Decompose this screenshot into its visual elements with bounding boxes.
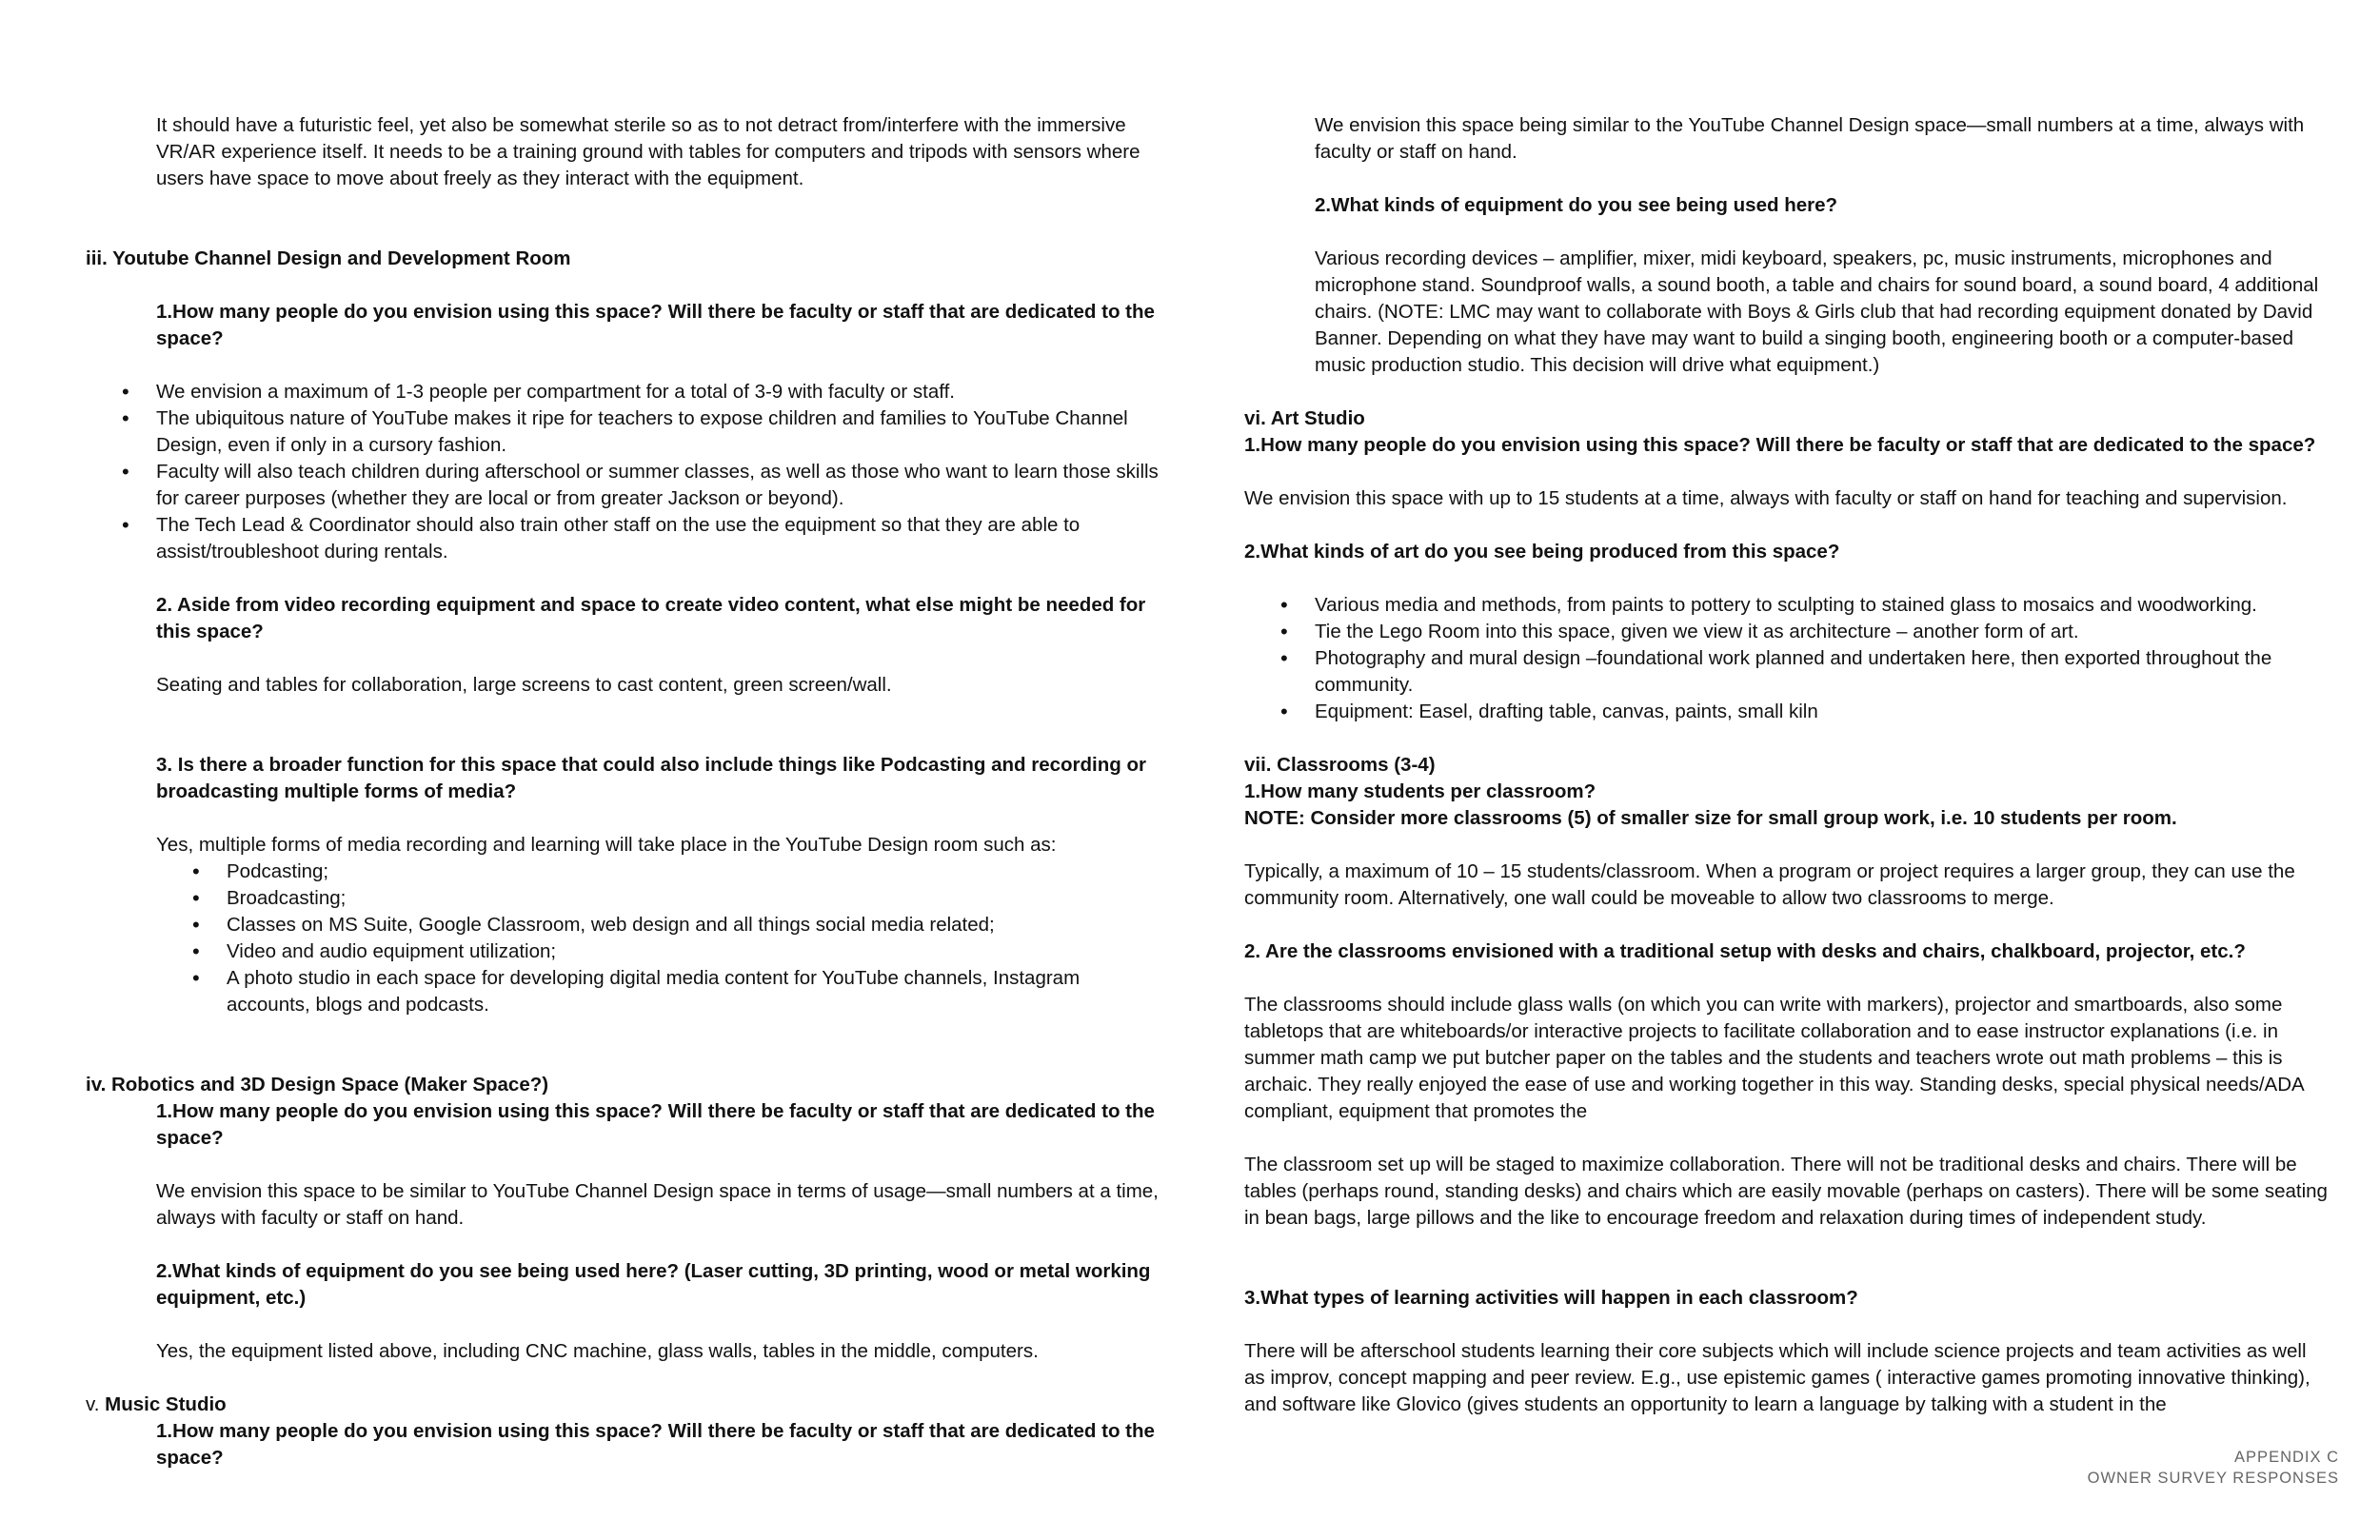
classrooms-note: NOTE: Consider more classrooms (5) of smaller size for small group work, i.e. 10 students per room.	[1244, 807, 2177, 829]
classrooms-answer-3: There will be afterschool students learning their core subjects which will include science projects and team activities as well as improv, concept mapping and peer review. E.g., use epistemic games ( interactive games promoting innovative thinking), and software like Glovico (gives students an opportunity to learn a language by talking with a student in the	[1244, 1340, 2311, 1415]
list-item: • Various media and methods, from paints to pottery to sculpting to stained glass to mosaics and woodworking.	[1315, 592, 2330, 619]
robotics-question-1: 1.How many people do you envision using this space? Will there be faculty or staff that are dedicated to the space?	[156, 1100, 1155, 1149]
list-item: • Video and audio equipment utilization;	[227, 938, 1161, 965]
art-answer-2-list	[1315, 592, 2330, 725]
youtube-answer-2: Seating and tables for collaboration, large screens to cast content, green screen/wall.	[156, 674, 892, 696]
classrooms-answer-2b: The classroom set up will be staged to maximize collaboration. There will not be traditional desks and chairs. There will be tables (perhaps round, standing desks) and chairs which are easily movable (perhaps on casters). There will be some seating in bean bags, large pillows and the like to encourage freedom and relaxation during times of independent study.	[1244, 1154, 2328, 1229]
art-question-2: 2.What kinds of art do you see being produced from this space?	[1244, 541, 1840, 563]
section-heading-classrooms: vii. Classrooms (3-4)	[1244, 754, 1436, 776]
page-footer	[2088, 1447, 2339, 1489]
classrooms-answer-2a: The classrooms should include glass walls (on which you can write with markers), projector and smartboards, also some tabletops that are whiteboards/or interactive projects to facilitate collaboration and to ease instructor explanations (i.e. in summer math camp we put butcher paper on the tables and the students and teachers wrote out math problems – this is archaic. They really enjoyed the ease of use and working together in this way. Standing desks, special physical needs/ADA compliant, equipment that promotes the	[1244, 994, 2304, 1122]
section-heading-art: vi. Art Studio	[1244, 407, 1365, 429]
list-item: • The ubiquitous nature of YouTube makes it ripe for teachers to expose children and families to YouTube Channel Design, even if only in a cursory fashion.	[156, 405, 1161, 459]
art-answer-1: We envision this space with up to 15 students at a time, always with faculty or staff on hand for teaching and supervision.	[1244, 487, 2288, 509]
list-item: • The Tech Lead & Coordinator should also train other staff on the use the equipment so that they are able to assist/troubleshoot during rentals.	[156, 512, 1161, 565]
list-item: • Faculty will also teach children during afterschool or summer classes, as well as those who want to learn those skills for career purposes (whether they are local or from greater Jackson or beyond).	[156, 459, 1161, 512]
list-item: • Broadcasting;	[227, 885, 1161, 912]
vr-room-description: It should have a futuristic feel, yet also be somewhat sterile so as to not detract from/interfere with the immersive VR/AR experience itself. It needs to be a training ground with tables for computers and tripods with sensors where users have space to move about freely as they interact with the equipment.	[156, 114, 1140, 189]
robotics-answer-2: Yes, the equipment listed above, including CNC machine, glass walls, tables in the middle, computers.	[156, 1340, 1039, 1362]
list-item: • Podcasting;	[227, 859, 1161, 885]
left-column	[86, 112, 1161, 1471]
robotics-answer-1: We envision this space to be similar to YouTube Channel Design space in terms of usage—small numbers at a time, always with faculty or staff on hand.	[156, 1180, 1159, 1229]
music-answer-2: Various recording devices – amplifier, mixer, midi keyboard, speakers, pc, music instruments, microphones and microphone stand. Soundproof walls, a sound booth, a table and chairs for sound board, a sound board, 4 additional chairs. (NOTE: LMC may want to collaborate with Boys & Girls club that had recording equipment donated by David Banner. Depending on what they have may want to build a singing booth, engineering booth or a computer-based music production studio. This decision will drive what equipment.)	[1315, 247, 2319, 376]
robotics-question-2: 2.What kinds of equipment do you see being used here? (Laser cutting, 3D printing, wood or metal working equipment, etc.)	[156, 1260, 1151, 1309]
music-question-2: 2.What kinds of equipment do you see being used here?	[1315, 194, 1838, 216]
classrooms-question-3: 3.What types of learning activities will happen in each classroom?	[1244, 1287, 1858, 1309]
music-answer-1: We envision this space being similar to the YouTube Channel Design space—small numbers at a time, always with faculty or staff on hand.	[1315, 114, 2305, 163]
youtube-answer-1-list	[156, 379, 1161, 565]
section-heading-youtube: iii. Youtube Channel Design and Development Room	[86, 247, 571, 269]
youtube-question-1: 1.How many people do you envision using this space? Will there be faculty or staff that are dedicated to the space?	[156, 301, 1155, 349]
youtube-question-3: 3. Is there a broader function for this space that could also include things like Podcasting and recording or broadcasting multiple forms of media?	[156, 754, 1146, 802]
youtube-answer-3-list	[227, 859, 1161, 1018]
classrooms-question-2: 2. Are the classrooms envisioned with a traditional setup with desks and chairs, chalkboard, projector, etc.?	[1244, 940, 2246, 962]
list-item: • Tie the Lego Room into this space, given we view it as architecture – another form of art.	[1315, 619, 2330, 645]
list-item: • We envision a maximum of 1-3 people per compartment for a total of 3-9 with faculty or staff.	[156, 379, 1161, 405]
art-question-1: 1.How many people do you envision using this space? Will there be faculty or staff that are dedicated to the space?	[1244, 434, 2316, 456]
youtube-answer-3: Yes, multiple forms of media recording and learning will take place in the YouTube Design room such as:	[156, 834, 1057, 856]
section-title: Music Studio	[105, 1393, 227, 1415]
section-heading-robotics: iv. Robotics and 3D Design Space (Maker Space?)	[86, 1074, 549, 1096]
list-item: • Equipment: Easel, drafting table, canvas, paints, small kiln	[1315, 699, 2330, 725]
list-item: • Photography and mural design –foundational work planned and undertaken here, then exported throughout the community.	[1315, 645, 2330, 699]
youtube-question-2: 2. Aside from video recording equipment and space to create video content, what else might be needed for this space?	[156, 594, 1146, 642]
appendix-title: OWNER SURVEY RESPONSES	[2087, 1470, 2339, 1487]
section-heading-music	[86, 1392, 1161, 1418]
classrooms-question-1: 1.How many students per classroom?	[1244, 780, 1597, 802]
list-item: • A photo studio in each space for developing digital media content for YouTube channels, Instagram accounts, blogs and podcasts.	[227, 965, 1161, 1018]
appendix-label: APPENDIX C	[2234, 1449, 2339, 1466]
list-item: • Classes on MS Suite, Google Classroom, web design and all things social media related;	[227, 912, 1161, 938]
classrooms-answer-1: Typically, a maximum of 10 – 15 students/classroom. When a program or project requires a larger group, they can use the community room. Alternatively, one wall could be moveable to allow two classrooms to merge.	[1244, 860, 2295, 909]
music-question-1: 1.How many people do you envision using this space? Will there be faculty or staff that are dedicated to the space?	[156, 1420, 1155, 1469]
right-column	[1244, 112, 2330, 1418]
section-numeral: v.	[86, 1393, 100, 1415]
